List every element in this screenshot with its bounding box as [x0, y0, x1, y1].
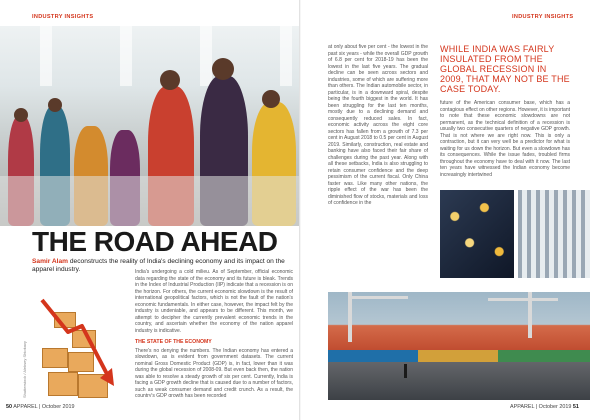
- right-body-column-1: at only about five per cent - the lowest in the past six years - while the overall GDP growth of 6.8 per cent for 2018-19 has been the lowest in the last five years. The gradual decline can be seen across sectors and industries, some of which are suffering more than others. The Indian automobile sector, in particular, is in a downward spiral, despite being the fourth biggest in the world. It has been struggling for the last ten months, mostly due to a declining demand and consequently reduced sales. In fact, economic activity across the eight core sectors has fallen from a growth of 7.3 per cent in August 2018 to 0.5 per cent in August 2019. Similarly, construction, real estate and banking have also faced their fair share of challenges during the past year. Along with all these setbacks, India is also struggling to retain consumer confidence and the deep pessimism of the current fiscal. Only China faster was. Like many other nations, the ripple effect of the war has been the diminished flow of stocks, materials and loss of confidence in the: [328, 44, 428, 206]
- article-title: THE ROAD AHEAD: [32, 226, 278, 257]
- right-body-column-2: future of the American consumer base, which has a contagious effect on other regions. However, it is important to note that these economic slowdowns are not permanent, as the technical definition of a recession is usually two consecutive quarters of negative GDP growth. That is not where we are right now. This is only a contraction, but it can very well be a predictor for what is waiting for us down the horizon. But even a slowdown has its consequences. While the issue fades, troubled firms throughout the economy have to deal with it now. The last ten years have witnessed the Indian economy become increasingly intertwined: [440, 100, 570, 178]
- footer-left-text: APPAREL | October 2019: [13, 404, 75, 410]
- boxes-illustration: [32, 272, 118, 400]
- standfirst-text: deconstructs the reality of India's declining economy and its impact on the apparel industry.: [32, 258, 285, 274]
- ceiling-lights: [0, 26, 300, 86]
- worker-head: [14, 108, 28, 122]
- intro-paragraph: India's undergoing a cold milieu. As of September, official economic data regarding the state of the economy and its future is bleak. Trends in the Index of Industrial Production (IIP) indicate that a recession is on the horizon. For others, the current economic slowdown is the result of international geopolitical factors, which is not the fault of the nation's economic fundamentals. In either case, however, the impact felt by the industry is undeniable, and appears to be different. This month, we attempt to decipher the currently prevalent economic trends in the country, and ascertain whether the economy of the nation apparel industry is indicative.: [135, 269, 293, 334]
- author-name: Samir Alam: [32, 258, 69, 265]
- spine-gutter: [299, 0, 301, 420]
- section-tag-right: INDUSTRY INSIGHTS: [512, 14, 574, 20]
- pull-quote: WHILE INDIA WAS FAIRLY INSULATED FROM THE GLOBAL RECESSION IN 2009, THAT MAY NOT BE THE CASE TODAY.: [440, 44, 570, 94]
- crane: [348, 292, 352, 342]
- container-stack: [418, 350, 498, 362]
- hero-photo: [0, 26, 300, 226]
- embroidery-machines-photo: [518, 190, 590, 278]
- page-number-right: 51: [572, 404, 579, 410]
- shipping-port-photo: [328, 292, 590, 400]
- worker-silhouette: [404, 364, 407, 378]
- footer-right: [510, 404, 579, 410]
- footer-right-text: APPAREL | October 2019: [510, 404, 572, 410]
- left-body-column: [135, 269, 293, 397]
- worker-head: [160, 70, 180, 90]
- worker-head: [48, 98, 62, 112]
- thread-spools-photo: [440, 190, 514, 278]
- subhead: THE STATE OF THE ECONOMY: [135, 339, 212, 345]
- worker-head: [262, 90, 280, 108]
- worker-head: [212, 58, 234, 80]
- section-tag-left: INDUSTRY INSIGHTS: [32, 14, 94, 20]
- image-credit: Shutterstock / Aleksey Shtokavy: [22, 341, 27, 398]
- fabric-table: [0, 176, 300, 226]
- down-arrow-icon: [38, 292, 116, 392]
- container-stack: [328, 350, 418, 362]
- crane-arm: [348, 296, 408, 299]
- page-number-left: 50: [6, 404, 12, 410]
- container-stack: [498, 350, 590, 362]
- footer-left: [6, 404, 75, 410]
- crane-arm: [488, 298, 558, 301]
- economy-paragraph: There's no denying the numbers. The Indian economy has entered a slowdown, as is evident from government datasets. The current nominal Gross Domestic Product (GDP) is, in fact, lower than it was during the global recession of 2008-09. But even back then, the nation was able to resolve a steady growth of six per cent. Currently, India is facing a GDP growth decline that is caused due to a number of factors, such as weak consumer demand and credit crunch. As a result, the country's GDP growth has been recorded: [135, 347, 293, 397]
